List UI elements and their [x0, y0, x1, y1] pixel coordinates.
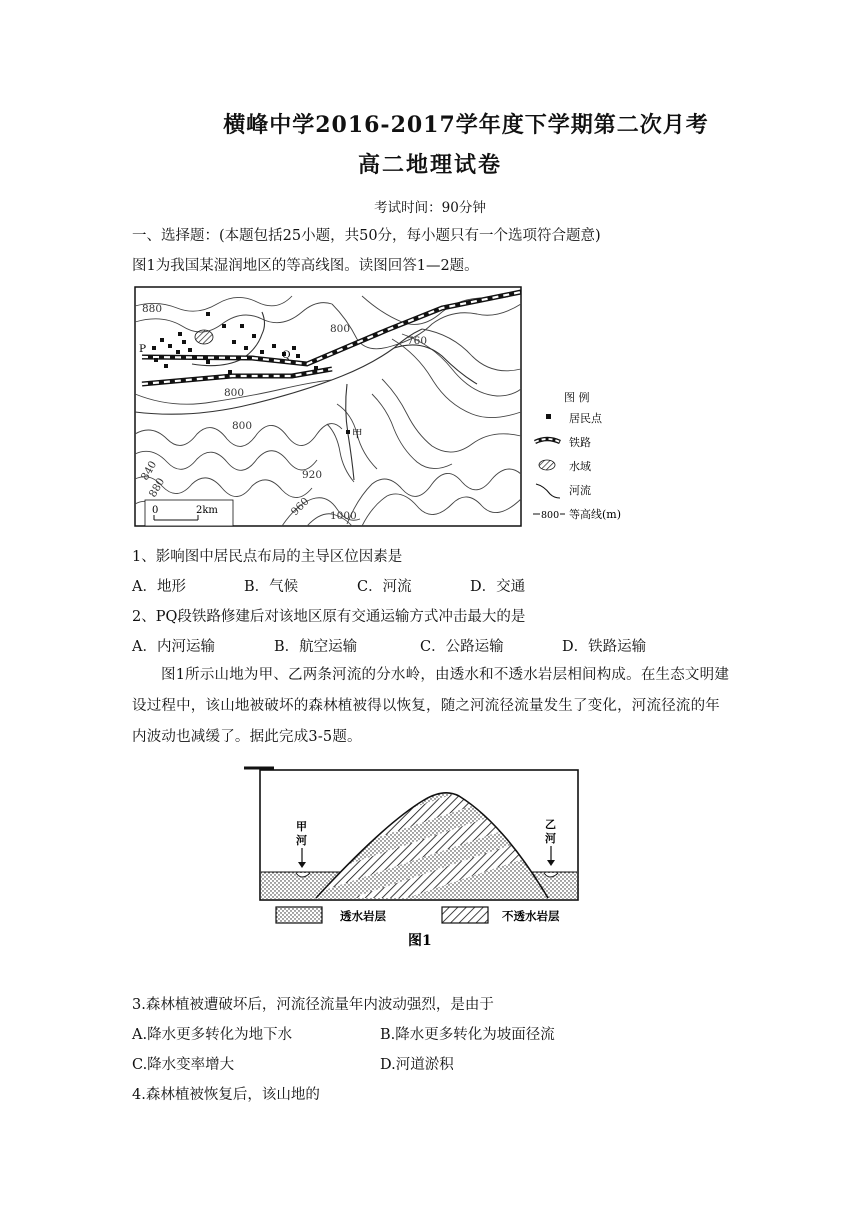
diagram-caption: 图1	[408, 933, 432, 949]
question-4-stem: 4.森林植被恢复后，该山地的	[132, 1087, 320, 1103]
river-yi-label-1: 乙	[545, 818, 556, 831]
point-label-p: P	[139, 343, 147, 355]
point-label-q: Q	[282, 349, 291, 361]
legend-railway: 铁路	[569, 436, 591, 449]
question-3-stem: 3.森林植被遭破坏后，河流径流量年内波动强烈，是由于	[132, 997, 494, 1013]
contour-label: 1000	[330, 510, 357, 522]
water-symbol	[539, 460, 555, 470]
contour-label: 800	[330, 323, 351, 335]
q1-option-c: C．河流	[357, 579, 412, 595]
contour-label: 800	[232, 420, 253, 432]
q1-option-b: B．气候	[244, 579, 299, 595]
legend-water: 水域	[569, 460, 591, 473]
contour-label: 840	[138, 459, 160, 483]
q3-option-d: D.河道淤积	[380, 1057, 454, 1073]
contour-map-figure	[132, 284, 642, 530]
exam-title: 横峰中学2016-2017学年度下学期第二次月考	[223, 112, 709, 138]
q3-option-a: A.降水更多转化为地下水	[132, 1027, 293, 1043]
q2-option-c: C．公路运输	[420, 639, 504, 655]
q2-option-a: A．内河运输	[132, 639, 215, 655]
map-legend	[533, 390, 621, 521]
q1-option-d: D．交通	[470, 579, 526, 595]
cross-section-figure	[244, 764, 584, 954]
q2-option-d: D．铁路运输	[562, 639, 647, 655]
contour-label: 960	[288, 495, 312, 519]
q2-option-b: B．航空运输	[274, 639, 358, 655]
q3-option-b: B.降水更多转化为坡面径流	[380, 1027, 555, 1043]
contour-label: 760	[407, 335, 428, 347]
settlement-symbol	[546, 414, 551, 419]
river-jia-label-1: 甲	[296, 820, 307, 833]
scale-bar	[145, 500, 233, 526]
exam-time: 考试时间：90分钟	[374, 200, 486, 216]
scale-start: 0	[152, 505, 159, 516]
q3-option-c: C.降水变率增大	[132, 1057, 235, 1073]
passage-text: 图1所示山地为甲、乙两条河流的分水岭，由透水和不透水岩层相间构成。在生态文明建设过程中，该山地被破坏的森林植被得以恢复，随之河流径流量发生了变化，河流径流的年内波动也减缓了。据此完成3-5题。	[132, 667, 730, 745]
question-1-stem: 1、影响图中居民点布局的主导区位因素是	[132, 549, 403, 565]
river-symbol	[536, 484, 560, 498]
q1-option-a: A．地形	[132, 579, 186, 595]
legend-contour: 等高线(m)	[569, 508, 622, 521]
legend-settlement: 居民点	[569, 412, 602, 425]
contour-label: 880	[146, 476, 168, 500]
impermeable-legend-swatch	[442, 907, 488, 923]
legend-title: 图 例	[564, 391, 590, 404]
question-2-stem: 2、PQ段铁路修建后对该地区原有交通运输方式冲击最大的是	[132, 609, 526, 625]
legend-permeable: 透水岩层	[340, 909, 386, 923]
exam-subtitle: 高二地理试卷	[357, 152, 502, 178]
river-yi-label-2: 河	[545, 832, 556, 845]
legend-river: 河流	[569, 484, 591, 497]
contour-label: 920	[302, 469, 323, 481]
water-body	[195, 330, 213, 344]
permeable-legend-swatch	[276, 907, 322, 923]
legend-contour-sample: 800	[541, 510, 560, 521]
contour-label: 800	[224, 387, 245, 399]
scale-end: 2km	[196, 505, 218, 516]
section-heading: 一、选择题：(本题包括25小题，共50分，每小题只有一个选项符合题意)	[132, 228, 601, 244]
river-jia-label-2: 河	[296, 834, 307, 847]
legend-impermeable: 不透水岩层	[502, 909, 560, 923]
map-intro: 图1为我国某湿润地区的等高线图。读图回答1—2题。	[132, 258, 479, 274]
map-frame	[135, 287, 521, 526]
contour-label: 880	[142, 303, 163, 315]
point-label-jia: 甲	[352, 428, 363, 440]
